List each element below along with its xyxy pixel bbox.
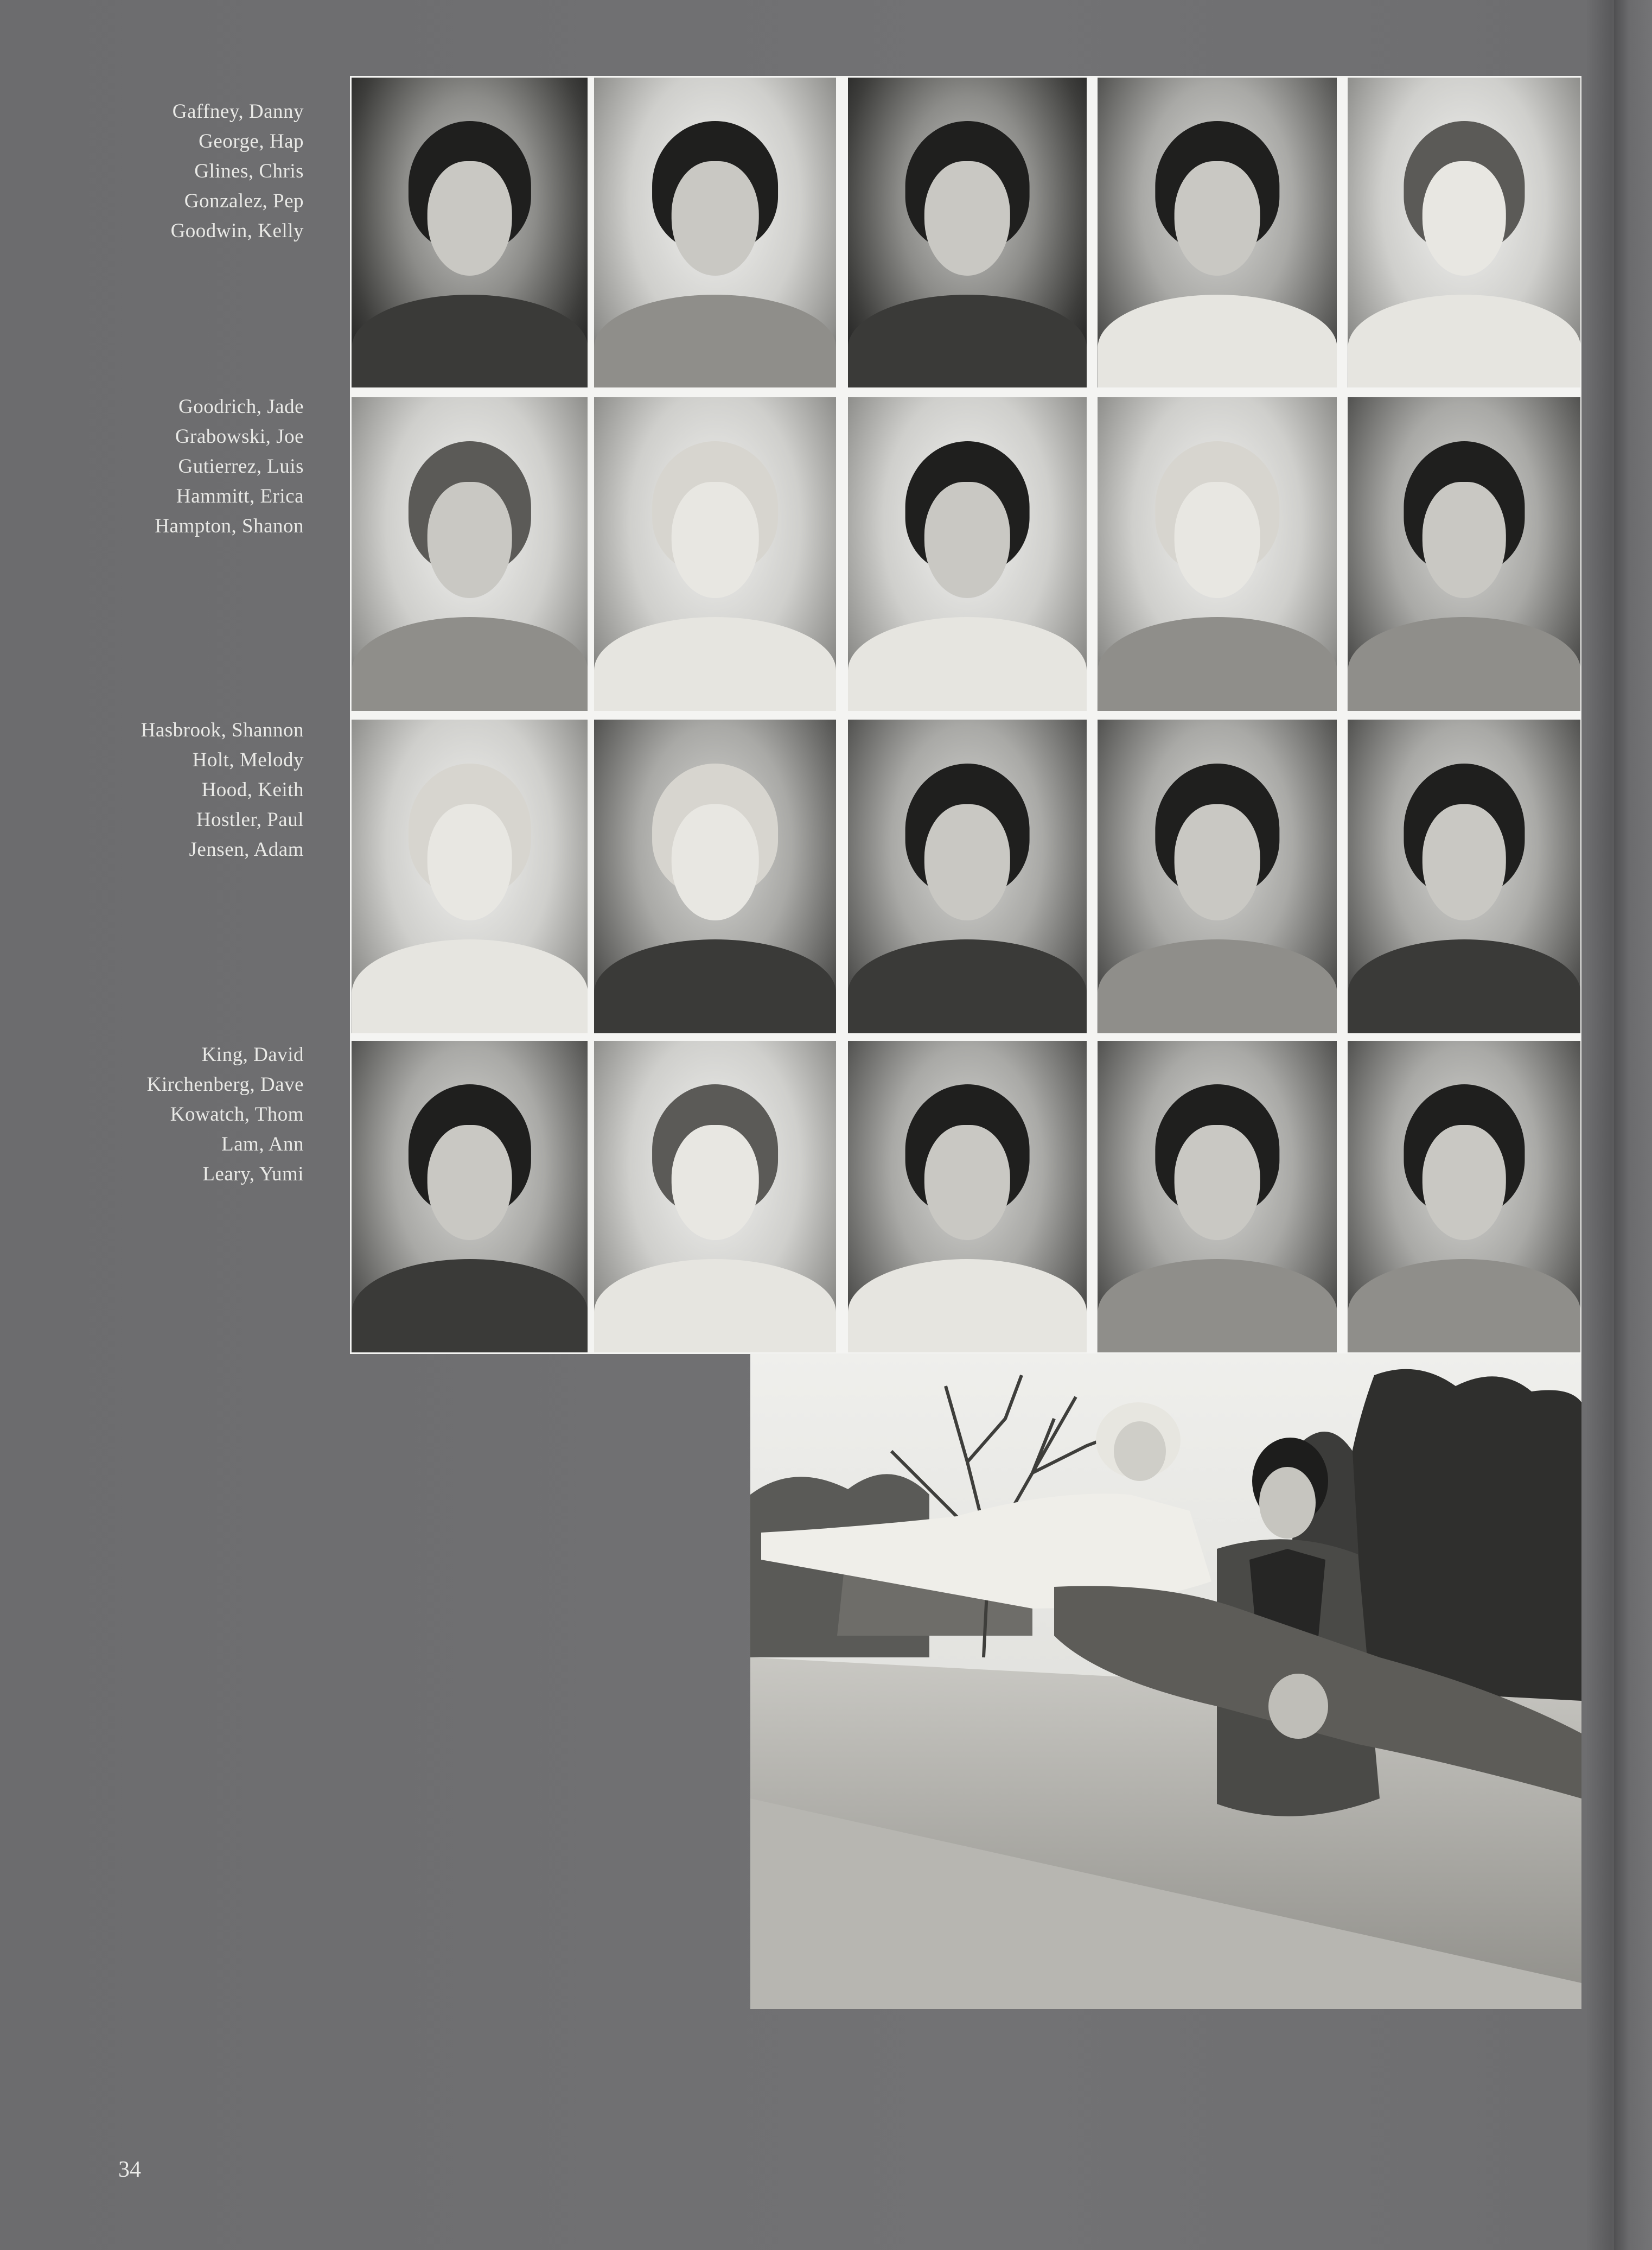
portrait-photo bbox=[1098, 397, 1337, 711]
candid-photo bbox=[750, 1353, 1581, 2009]
portrait-photo bbox=[848, 397, 1087, 711]
name-list-row-1 bbox=[65, 97, 304, 246]
student-name: Leary, Yumi bbox=[202, 1163, 304, 1185]
student-name: Hasbrook, Shannon bbox=[141, 719, 304, 741]
student-name: King, David bbox=[201, 1044, 304, 1066]
binding-shadow bbox=[1614, 0, 1652, 2250]
portrait-photo bbox=[352, 397, 588, 711]
portrait-photo bbox=[1348, 397, 1580, 711]
portrait-photo bbox=[1098, 78, 1337, 387]
student-name: Lam, Ann bbox=[221, 1133, 304, 1155]
portrait-photo bbox=[594, 78, 836, 387]
portrait-photo bbox=[352, 78, 588, 387]
student-name: Kirchenberg, Dave bbox=[146, 1073, 304, 1096]
portrait-photo bbox=[848, 720, 1087, 1033]
portrait-photo bbox=[1348, 78, 1580, 387]
student-name: Kowatch, Thom bbox=[170, 1103, 304, 1126]
name-list-row-2 bbox=[65, 392, 304, 541]
portrait-photo bbox=[1098, 720, 1337, 1033]
name-list-row-4 bbox=[65, 1040, 304, 1189]
page-number: 34 bbox=[118, 2157, 141, 2182]
portrait-photo bbox=[1098, 1041, 1337, 1352]
student-name: Holt, Melody bbox=[192, 749, 304, 771]
student-name: Hammitt, Erica bbox=[176, 485, 304, 507]
student-name: Hostler, Paul bbox=[196, 809, 304, 831]
portrait-photo bbox=[594, 720, 836, 1033]
student-name: Hood, Keith bbox=[201, 779, 304, 801]
student-name: Goodwin, Kelly bbox=[170, 220, 304, 242]
portrait-photo bbox=[352, 1041, 588, 1352]
portrait-photo bbox=[352, 720, 588, 1033]
portrait-photo bbox=[848, 78, 1087, 387]
student-name: Gaffney, Danny bbox=[172, 100, 304, 123]
student-name: George, Hap bbox=[199, 130, 304, 152]
student-name: Glines, Chris bbox=[194, 160, 304, 182]
portrait-photo bbox=[848, 1041, 1087, 1352]
name-list-row-3 bbox=[65, 715, 304, 865]
portrait-photo bbox=[1348, 720, 1580, 1033]
student-name: Gutierrez, Luis bbox=[178, 455, 304, 478]
portrait-photo bbox=[594, 397, 836, 711]
student-name: Hampton, Shanon bbox=[155, 515, 304, 537]
student-name: Jensen, Adam bbox=[189, 838, 304, 861]
student-name: Goodrich, Jade bbox=[178, 396, 304, 418]
portrait-photo bbox=[594, 1041, 836, 1352]
portrait-photo bbox=[1348, 1041, 1580, 1352]
student-name: Gonzalez, Pep bbox=[184, 190, 304, 212]
student-name: Grabowski, Joe bbox=[175, 425, 304, 448]
